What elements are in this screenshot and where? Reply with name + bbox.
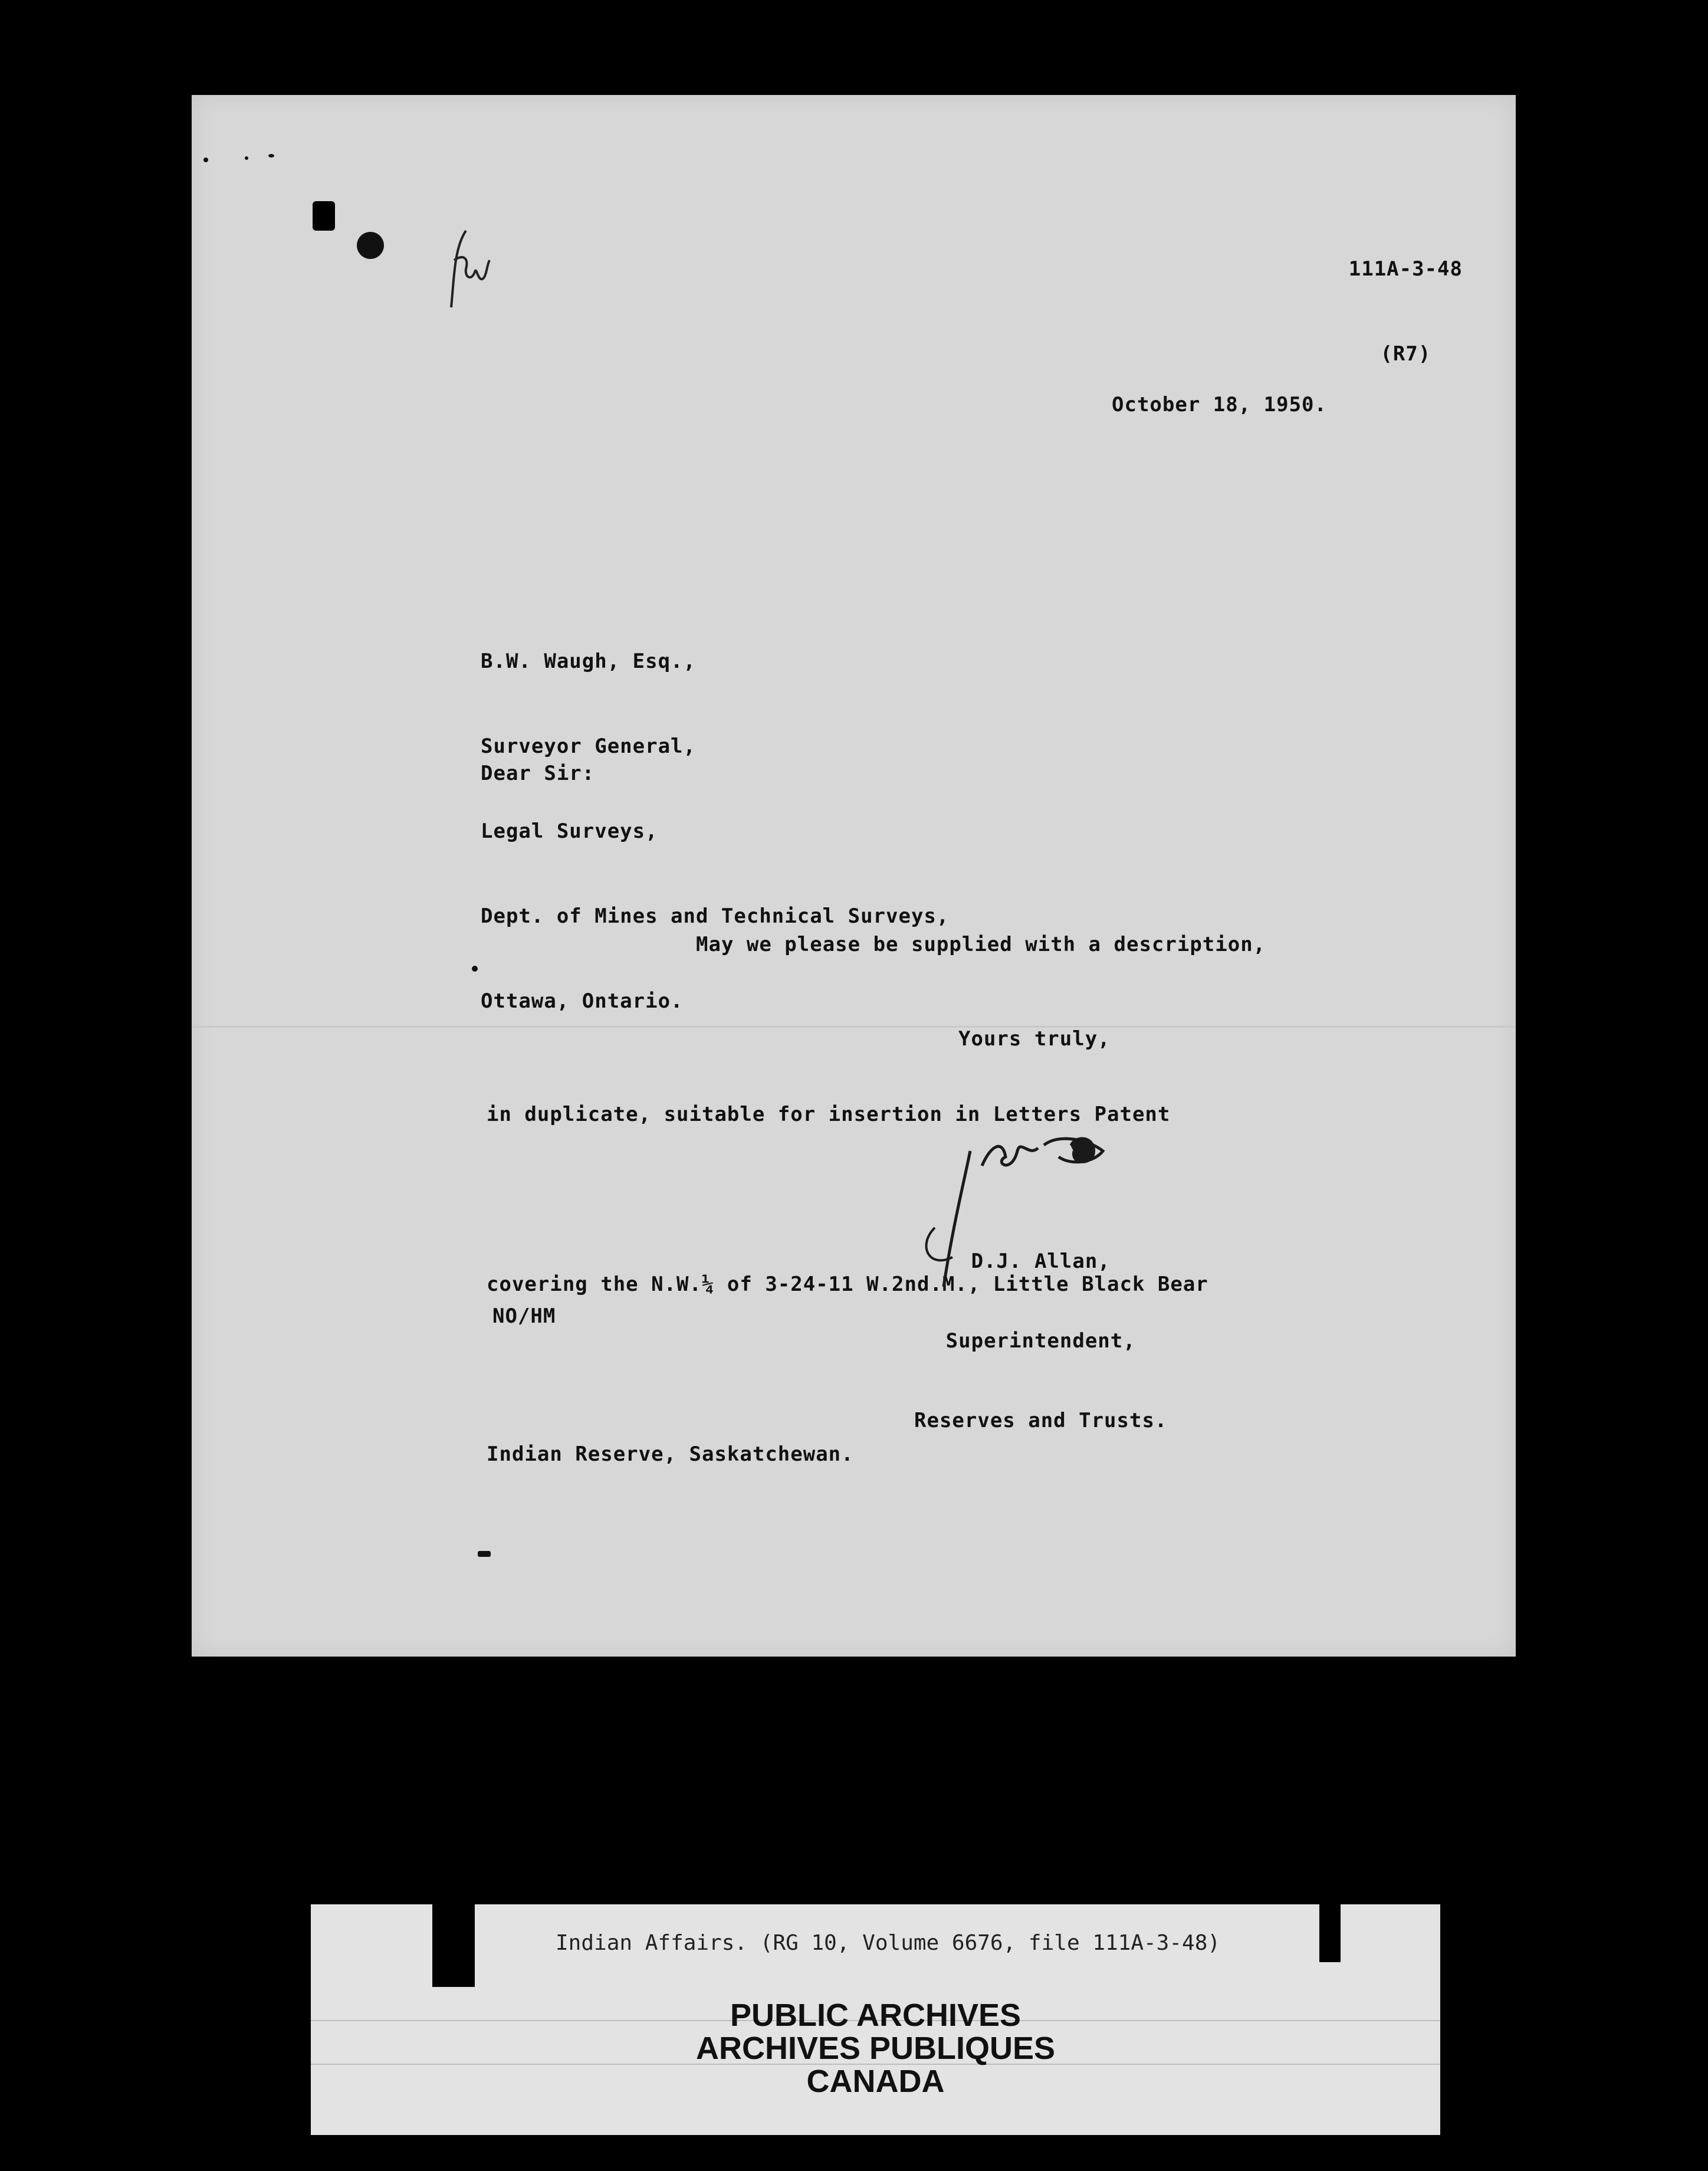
punch-dot: [357, 232, 384, 259]
address-line: Ottawa, Ontario.: [481, 989, 684, 1013]
address-line: Surveyor General,: [481, 734, 696, 758]
card-caption: Indian Affairs. (RG 10, Volume 6676, file 111A-3-48): [556, 1931, 1221, 1955]
signer-department: Reserves and Trusts.: [914, 1409, 1168, 1432]
body-line: May we please be supplied with a description,: [696, 933, 1266, 956]
card-notch: [432, 1904, 475, 1987]
letter-date: October 18, 1950.: [1112, 393, 1327, 417]
card-notch: [1319, 1904, 1341, 1962]
signer-title: Superintendent,: [945, 1329, 1136, 1353]
salutation: Dear Sir:: [481, 762, 595, 785]
file-number: 111A-3-48: [1348, 257, 1463, 281]
closing: Yours truly,: [958, 1027, 1111, 1051]
speck: [245, 156, 248, 160]
signer-name: D.J. Allan,: [971, 1250, 1111, 1273]
archives-title-fr: ARCHIVES PUBLIQUES: [695, 2031, 1056, 2066]
body-line: in duplicate, suitable for insertion in Letters Patent: [487, 1103, 1171, 1126]
speck: [472, 966, 478, 972]
letter-page: [192, 95, 1516, 1657]
address-line: Legal Surveys,: [481, 819, 658, 843]
speck: [203, 158, 208, 162]
address-line: Dept. of Mines and Technical Surveys,: [481, 904, 950, 928]
file-code: (R7): [1380, 342, 1431, 366]
body-line: Indian Reserve, Saskatchewan.: [487, 1442, 854, 1466]
file-reference: [1349, 198, 1463, 425]
archives-card: [311, 1904, 1440, 2135]
archives-title-country: CANADA: [806, 2064, 945, 2099]
speck: [478, 1551, 491, 1557]
typist-initials: NO/HM: [492, 1304, 556, 1328]
body-line: covering the N.W.¼ of 3-24-11 W.2nd.M., Little Black Bear: [487, 1273, 1208, 1296]
speck: [268, 154, 274, 158]
archives-titles: [311, 1999, 1440, 2098]
archives-title-en: PUBLIC ARCHIVES: [730, 1998, 1021, 2033]
address-line: B.W. Waugh, Esq.,: [481, 650, 696, 673]
signer-block: [914, 1195, 1167, 1487]
punch-mark: [313, 201, 335, 231]
handwritten-note: [442, 225, 513, 319]
